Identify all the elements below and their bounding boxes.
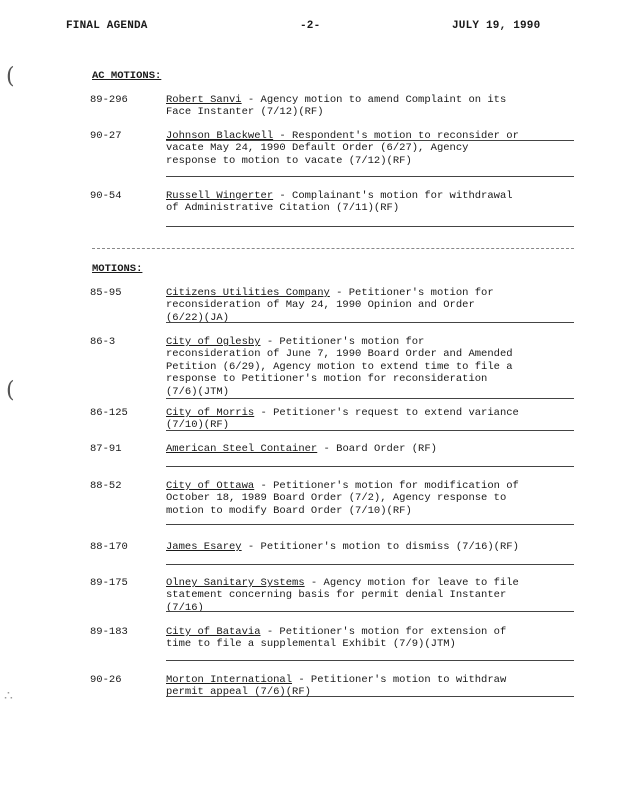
party-name: City of Ottawa [166,480,255,492]
item-description [166,130,576,167]
description-line: (7/6)(JTM) [166,385,230,398]
item-underline [166,660,574,661]
description-line: (7/10)(RF) [166,419,230,432]
docket-number: 90-54 [90,190,122,202]
party-name: Morton International [166,674,293,686]
docket-number: 89-296 [90,94,128,106]
margin-mark-bottom: ∴ [4,688,13,704]
description-line: (7/16) [166,601,204,614]
description-line: - Respondent's motion to reconsider or [273,130,519,142]
item-description [166,577,576,614]
docket-number: 88-170 [90,541,128,553]
description-line: - Agency motion to amend Complaint on its [241,94,507,106]
docket-number: 88-52 [90,480,122,492]
item-underline [166,322,574,323]
item-underline [166,176,574,177]
item-description [166,336,576,398]
item-description [166,443,576,455]
item-description [166,626,576,651]
margin-mark-top: ( [6,64,15,89]
description-line: reconsideration of May 24, 1990 Opinion and Order [166,299,475,312]
description-line: response to Petitioner's motion for reconsideration [166,373,488,386]
item-underline [166,398,574,399]
item-underline [166,226,574,227]
docket-number: 86-3 [90,336,116,348]
docket-number: 89-183 [90,626,128,638]
docket-number: 90-26 [90,674,122,686]
party-name: City of Batavia [166,626,261,638]
description-line: October 18, 1989 Board Order (7/2), Agency response to [166,492,507,505]
description-line: - Agency motion for leave to file [304,577,519,589]
item-description [166,287,576,324]
description-line: reconsideration of June 7, 1990 Board Order and Amended [166,348,513,361]
docket-number: 85-95 [90,287,122,299]
description-line: - Petitioner's motion for modification of [254,480,519,492]
description-line: - Petitioner's request to extend variance [254,407,519,419]
docket-number: 87-91 [90,443,122,455]
item-underline [166,611,574,612]
header-date: JULY 19, 1990 [452,20,541,32]
docket-number: 90-27 [90,130,122,142]
party-name: Johnson Blackwell [166,130,274,142]
item-underline [166,696,574,697]
party-name: City of Morris [166,407,255,419]
item-underline [166,524,574,525]
party-name: Olney Sanitary Systems [166,577,305,589]
item-description [166,541,576,553]
section-title-ac-motions: AC MOTIONS: [92,70,162,82]
margin-mark-middle: ( [6,378,15,403]
description-line: - Petitioner's motion to dismiss (7/16)(RF) [241,541,519,553]
description-line: of Administrative Citation (7/11)(RF) [166,202,400,215]
item-description [166,407,576,432]
item-description [166,480,576,517]
description-line: permit appeal (7/6)(RF) [166,686,311,699]
header-left: FINAL AGENDA [66,20,148,32]
docket-number: 86-125 [90,407,128,419]
description-line: - Complainant's motion for withdrawal [273,190,513,202]
page-number: -2- [300,20,321,32]
description-line: Petition (6/29), Agency motion to extend time to file a [166,360,513,373]
party-name: City of Oglesby [166,336,261,348]
description-line: - Petitioner's motion for extension of [260,626,507,638]
party-name: Russell Wingerter [166,190,274,202]
party-name: James Esarey [166,541,242,553]
description-line: - Board Order (RF) [317,443,437,455]
item-underline [166,466,574,467]
description-line: - Petitioner's motion for [260,336,425,348]
item-description [166,190,576,215]
section-title-motions: MOTIONS: [92,263,143,275]
party-name: American Steel Container [166,443,318,455]
description-line: - Petitioner's motion for [329,287,494,299]
description-line: statement concerning basis for permit denial Instanter [166,589,507,602]
party-name: Robert Sanvi [166,94,242,106]
description-line: vacate May 24, 1990 Default Order (6/27), Agency [166,142,469,155]
item-underline [166,564,574,565]
section-divider [92,248,574,249]
description-line: response to motion to vacate (7/12)(RF) [166,154,412,167]
description-line: (6/22)(JA) [166,311,230,324]
description-line: motion to modify Board Order (7/10)(RF) [166,504,412,517]
description-line: time to file a supplemental Exhibit (7/9)(JTM) [166,638,456,651]
party-name: Citizens Utilities Company [166,287,330,299]
docket-number: 89-175 [90,577,128,589]
item-underline [166,430,574,431]
description-line: Face Instanter (7/12)(RF) [166,106,324,119]
description-line: - Petitioner's motion to withdraw [292,674,507,686]
item-description [166,94,576,119]
